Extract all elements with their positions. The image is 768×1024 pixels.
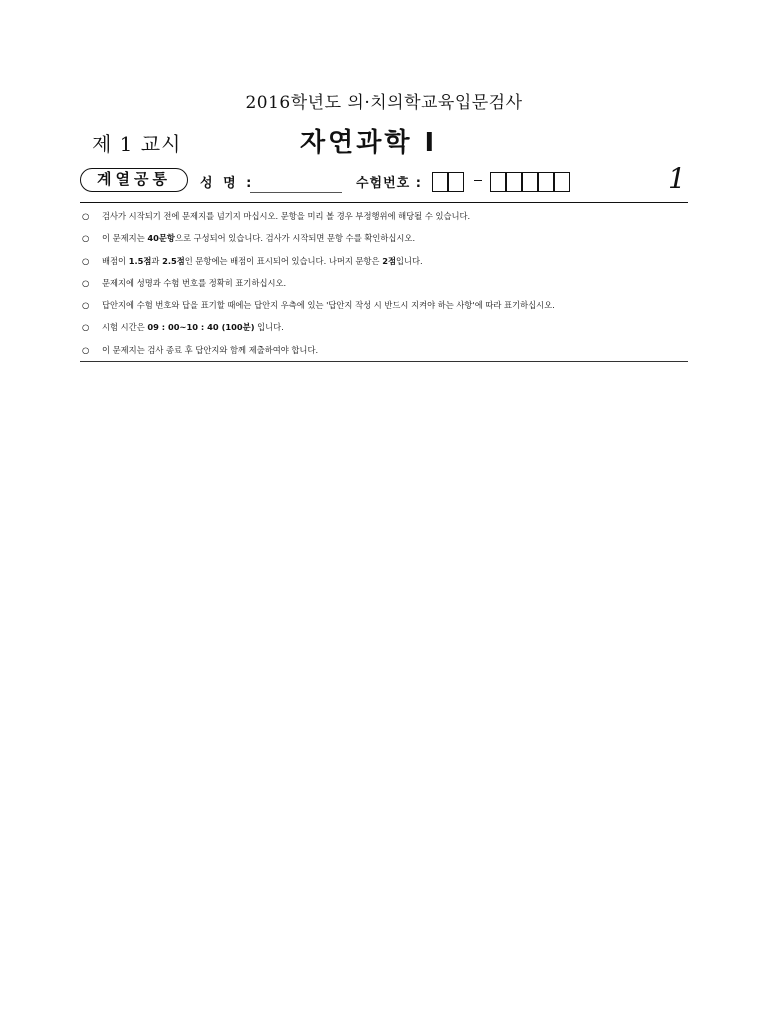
exam-number-box[interactable] — [506, 172, 522, 192]
instruction-item — [82, 277, 682, 299]
bullet-icon: ○ — [82, 255, 90, 266]
instruction-emphasis: 1.5점 — [128, 255, 152, 266]
exam-number-box[interactable] — [448, 172, 464, 192]
instruction-text: 으로 구성되어 있습니다. 검사가 시작되면 문항 수를 확인하십시오. — [174, 233, 416, 244]
exam-title: 2016학년도 의·치의학교육입문검사 — [245, 93, 523, 113]
instruction-text: 답안지에 수험 번호와 답을 표기할 때에는 답안지 우측에 있는 '답안지 작성 시 반드시 지켜야 하는 사항'에 따라 표기하십시오. — [102, 300, 555, 311]
instruction-text: 배점이 — [102, 255, 129, 266]
track-badge: 계열공통 — [80, 168, 188, 192]
instruction-text: 입니다. — [254, 322, 284, 333]
instructions-divider — [80, 361, 688, 362]
instruction-item — [82, 232, 682, 254]
exam-subject: 자연과학 Ⅰ — [300, 128, 438, 158]
bullet-icon: ○ — [82, 300, 90, 311]
instruction-text: 이 문제지는 검사 종료 후 답안지와 함께 제출하여야 합니다. — [102, 344, 319, 355]
name-label: 성 명 : — [200, 176, 255, 191]
exam-number-label: 수험번호 : — [356, 176, 422, 191]
instruction-item — [82, 299, 682, 321]
exam-number-box[interactable] — [522, 172, 538, 192]
bullet-icon: ○ — [82, 233, 90, 244]
exam-number-box[interactable] — [490, 172, 506, 192]
instruction-item — [82, 255, 682, 277]
instruction-text: 이 문제지는 — [102, 233, 148, 244]
instruction-text: 입니다. — [396, 255, 423, 266]
bullet-icon: ○ — [82, 322, 90, 333]
instruction-emphasis: 09 : 00∼10 : 40 (100분) — [147, 322, 255, 333]
bullet-icon: ○ — [82, 211, 90, 221]
instruction-text: 문제지에 성명과 수험 번호를 정확히 표기하십시오. — [102, 277, 287, 288]
name-field[interactable] — [250, 192, 342, 193]
exam-period: 제 1 교시 — [92, 132, 182, 156]
instruction-item — [82, 210, 682, 232]
exam-number-box[interactable] — [432, 172, 448, 192]
bullet-icon: ○ — [82, 344, 90, 355]
instruction-emphasis: 40문항 — [147, 233, 175, 244]
instructions-list — [82, 210, 682, 366]
instruction-emphasis: 2점 — [382, 255, 397, 266]
exam-number-box[interactable] — [538, 172, 554, 192]
exam-number-dash — [474, 180, 482, 181]
instruction-text: 인 문항에는 배점이 표시되어 있습니다. 나머지 문항은 — [184, 255, 383, 266]
instruction-emphasis: 2.5점 — [162, 255, 185, 266]
instruction-item — [82, 344, 682, 366]
instruction-text: 과 — [151, 255, 163, 266]
header-divider — [80, 202, 688, 203]
page-number: 1 — [668, 162, 686, 195]
exam-number-box[interactable] — [554, 172, 570, 192]
bullet-icon: ○ — [82, 277, 90, 288]
instruction-text: 검사가 시작되기 전에 문제지를 넘기지 마십시오. 문항을 미리 볼 경우 부정행위에 해당될 수 있습니다. — [102, 211, 471, 221]
instruction-text: 시험 시간은 — [102, 322, 148, 333]
instruction-item — [82, 321, 682, 343]
candidate-info-row — [80, 162, 688, 200]
